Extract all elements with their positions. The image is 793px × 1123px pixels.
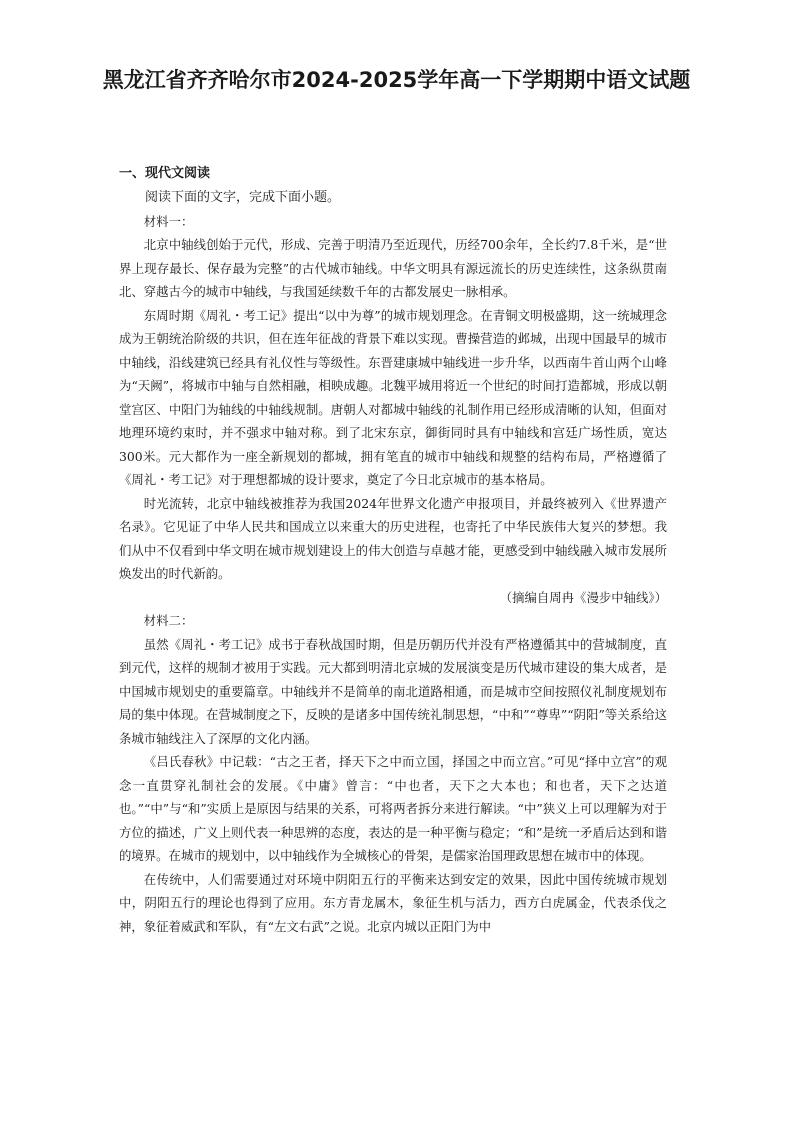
paragraph: 东周时期《周礼・考工记》提出“以中为尊”的城市规划理念。在青铜文明极盛期，这一统城理念成为王朝统治阶级的共识，但在连年征战的背景下难以实现。曹操营造的邺城，出现中国最早的城市中轴线，沿线建筑已经具有礼仪性与等级性。东晋建康城中轴线进一步升华，以西南牛首山两个山峰为“天阙”，将城市中轴与自然相融，相映成趣。北魏平城用将近一个世纪的时间打造都城，形成以朝堂宫区、中阳门为轴线的中轴线规制。唐朝人对都城中轴线的礼制作用已经形成清晰的认知，但面对地理环境约束时，并不强求中轴对称。到了北宋东京，御街同时具有中轴线和宫廷广场性质，宽达300米。元大都作为一座全新规划的都城，拥有笔直的城市中轴线和规整的结构布局，严格遵循了《周礼・考工记》对于理想都城的设计要求，奠定了今日北京城市的基本格局。 (119, 307, 667, 487)
source-citation: （摘编自周冉《漫步中轴线》） (499, 589, 667, 605)
document-body (119, 186, 667, 938)
document-title: 黑龙江省齐齐哈尔市2024-2025学年高一下学期期中语文试题 (102, 68, 691, 92)
material-two-label: 材料二： (143, 613, 194, 628)
paragraph: 北京中轴线创始于元代，形成、完善于明清乃至近现代，历经700余年，全长约7.8千米，是“世界上现存最长、保存最为完整”的古代城市轴线。中华文明具有源远流长的历史连续性，这条纵贯南北、穿越古今的城市中轴线，与我国延续数千年的古都发展史一脉相承。 (119, 237, 667, 299)
section-heading: 一、现代文阅读 (119, 166, 211, 181)
material-one-label: 材料一： (143, 213, 194, 229)
paragraph: 时光流转，北京中轴线被推荐为我国2024年世界文化遗产申报项目，并最终被列入《世界遗产名录》。它见证了中华人民共和国成立以来重大的历史进程，也寄托了中华民族伟大复兴的梦想。我们从中不仅看到中华文明在城市规划建设上的伟大创造与卓越才能，更感受到中轴线融入城市发展所焕发出的时代新韵。 (119, 495, 667, 581)
paragraph: 在传统中，人们需要通过对环境中阴阳五行的平衡来达到安定的效果，因此中国传统城市规划中，阴阳五行的理论也得到了应用。东方青龙属木，象征生机与活力，西方白虎属金，代表杀伐之神，象征着威武和军队，有“左文右武”之说。北京内城以正阳门为中 (119, 871, 667, 934)
instruction-text: 阅读下面的文字，完成下面小题。 (145, 190, 341, 205)
paragraph: 《吕氏春秋》中记载：“古之王者，择天下之中而立国，择国之中而立宫。”可见“择中立宫”的观念一直贯穿礼制社会的发展。《中庸》曾言：“中也者，天下之大本也；和也者，天下之达道也。”“中”与“和”实质上是原因与结果的关系，可将两者拆分来进行解读。“中”狭义上可以理解为对于方位的描述，广义上则代表一种思辨的态度，表达的是一种平衡与稳定；“和”是统一矛盾后达到和谐的境界。在城市的规划中，以中轴线作为全城核心的骨架，是儒家治国理政思想在城市中的体现。 (119, 754, 667, 863)
paragraph: 虽然《周礼・考工记》成书于春秋战国时期，但是历朝历代并没有严格遵循其中的营城制度，直到元代，这样的规制才被用于实践。元大都到明清北京城的发展演变是历代城市建设的集大成者，是中国城市规划史的重要篇章。中轴线并不是简单的南北道路相通，而是城市空间按照仪礼制度规划布局的集中体现。在营城制度之下，反映的是诸多中国传统礼制思想，“中和”“尊卑”“阴阳”等关系给这条城市轴线注入了深厚的文化内涵。 (119, 636, 667, 746)
